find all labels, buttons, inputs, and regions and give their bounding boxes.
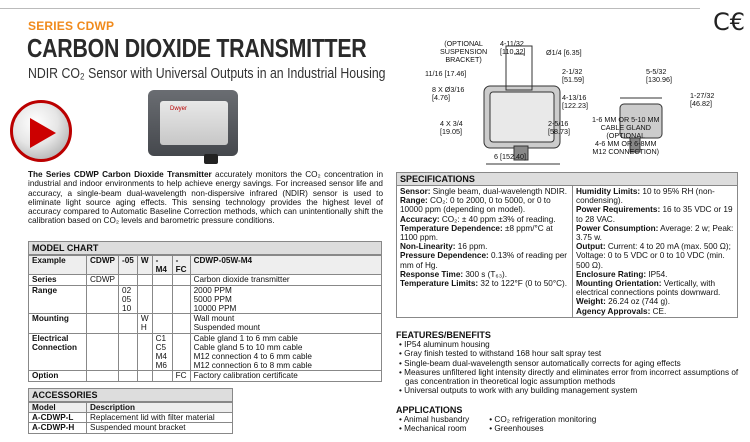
list-item: • Greenhouses xyxy=(489,424,544,434)
list-item: • Gray finish tested to withstand 168 hour salt spray test xyxy=(399,349,602,359)
dim-6: 4-13/16 [122.23] xyxy=(562,93,588,110)
table-header-row: Example CDWP -05 W -M4 -FC CDWP-05W-M4 xyxy=(29,256,382,275)
accessories xyxy=(28,388,233,434)
spec-item: Sensor: Single beam, dual-wavelength NDIR. xyxy=(400,187,568,196)
list-item: • Universal outputs to work with any building management system xyxy=(399,386,638,396)
dim-bracket: (OPTIONAL SUSPENSION BRACKET) xyxy=(440,39,488,64)
dim-8: 4 X 3/4 [19.05] xyxy=(440,119,463,136)
table-row: Range 02 05 10 2000 PPM 5000 PPM 10000 PPM xyxy=(29,285,382,314)
page-subtitle: NDIR CO₂ Sensor with Universal Outputs in an Industrial Housing xyxy=(28,65,386,82)
spec-item: Range: CO₂: 0 to 2000, 0 to 5000, or 0 to 10000 ppm (depending on model). xyxy=(400,196,551,215)
spec-item: Power Consumption: Average: 2 w; Peak: 3.75 w. xyxy=(576,223,734,243)
dim-3: 11/16 [17.46] xyxy=(425,69,467,78)
table-row: Option FC Factory calibration certificate xyxy=(29,371,382,381)
spec-item: Accuracy: CO₂: ± 40 ppm ±3% of reading. xyxy=(400,214,556,224)
page-title: CARBON DIOXIDE TRANSMITTER xyxy=(27,33,367,63)
model-chart xyxy=(28,241,382,382)
list-item: • Single-beam dual-wavelength sensor automatically corrects for aging effects xyxy=(399,358,681,368)
table-header-row: Model Description xyxy=(29,403,233,413)
spec-item: Output: Current: 4 to 20 mA (max. 500 Ω); Voltage: 0 to 5 VDC or 0 to 10 VDC (min. 500 Ω). xyxy=(576,242,731,270)
ce-mark-logo: C€ xyxy=(713,8,746,36)
specifications xyxy=(396,172,738,318)
spec-item: Response Time: 300 s (T₆₃). xyxy=(400,269,508,279)
spec-item: Temperature Dependence: ±8 ppm/°C at 1100 ppm. xyxy=(400,223,553,243)
dim-1: 4-11/32 [110.32] xyxy=(500,39,526,56)
spec-item: Pressure Dependence: 0.13% of reading per mm of Hg. xyxy=(400,251,568,270)
dim-7: 2-5/16 [58.73] xyxy=(548,119,570,136)
spec-item: Mounting Orientation: Vertically, with electrical connections points downward. xyxy=(576,279,721,298)
table-row: A-CDWP-L Replacement lid with filter material xyxy=(29,413,233,423)
intro-paragraph: The Series CDWP Carbon Dioxide Transmitter accurately monitors the CO₂ concentration in industrial and indoor environments to help achieve energy savings. For increased sensor life and accuracy, a single-beam dual-wavelength non-dispersive infrared (NDIR) sensor is used to eliminate light source aging effects. This sensing technology provides the highest level of accuracy compared to Automatic Baseline Correction methods, which can unintentionally shift the calibration based on CO₂ levels and barometric pressure conditions. xyxy=(28,170,383,226)
table-row: A-CDWP-H Suspended mount bracket xyxy=(29,423,233,433)
cable-gland-image xyxy=(204,154,218,164)
accessories-heading: ACCESSORIES xyxy=(28,388,233,402)
list-item: • Measures unfiltered light intensity directly and eliminates error from incorrect assumptions of gas concentration in theoretical logic assumption methods xyxy=(399,367,739,387)
list-item: • Mechanical room xyxy=(399,424,467,434)
spec-item: Temperature Limits: 32 to 122°F (0 to 50°C). xyxy=(400,279,568,289)
applications-heading: APPLICATIONS xyxy=(396,405,463,415)
product-logo: Dwyer xyxy=(170,106,188,112)
spec-item: Humidity Limits: 10 to 95% RH (non-condensing). xyxy=(576,187,715,206)
play-icon xyxy=(30,118,56,148)
dim-10: 5-5/32 [130.96] xyxy=(646,67,672,84)
spec-item: Weight: 26.24 oz (744 g). xyxy=(576,297,671,307)
series-label: SERIES CDWP xyxy=(28,19,115,33)
table-row: Series CDWP Carbon dioxide transmitter xyxy=(29,275,382,285)
dim-2: Ø1/4 [6.35] xyxy=(546,48,582,57)
list-item: • Animal husbandry xyxy=(399,415,470,424)
housing-lid xyxy=(490,92,554,142)
gland-note: 1-6 MM OR 5-10 MM CABLE GLAND (OPTIONAL 4-6 MM OR 6-8MM M12 CONNECTION) xyxy=(592,115,660,156)
spec-item: Agency Approvals: CE. xyxy=(576,306,667,316)
spec-item: Enclosure Rating: IP54. xyxy=(576,269,668,279)
applications-list xyxy=(399,415,596,434)
dim-9: 6 [152.40] xyxy=(494,152,526,161)
model-chart-table xyxy=(28,255,382,382)
list-item: • IP54 aluminum housing xyxy=(399,340,490,349)
table-row: Mounting W H Wall mount Suspended mount xyxy=(29,314,382,333)
spec-item: Non-Linearity: 16 ppm. xyxy=(400,242,488,252)
specs-right-column xyxy=(573,186,737,317)
table-row: Electrical Connection C1 C5 M4 M6 Cable gland 1 to 6 mm cable Cable gland 5 to 10 mm cable M12 connection 4 to 6 mm cable M12 connection 6 to 8 mm cable xyxy=(29,333,382,371)
spec-item: Power Requirements: 16 to 35 VDC or 19 to 28 VAC. xyxy=(576,205,733,224)
dim-4: 2-1/32 [51.59] xyxy=(562,67,584,84)
dim-5: 8 X Ø3/16 [4.76] xyxy=(432,85,465,102)
specifications-heading: SPECIFICATIONS xyxy=(396,172,738,186)
features-list xyxy=(399,340,739,396)
features-heading: FEATURES/BENEFITS xyxy=(396,330,491,340)
specs-left-column xyxy=(397,186,573,317)
top-rule xyxy=(0,8,700,9)
model-chart-heading: MODEL CHART xyxy=(28,241,382,255)
accessories-table xyxy=(28,402,233,434)
list-item: • CO₂ refrigeration monitoring xyxy=(489,415,597,424)
dim-11: 1-27/32 [46.82] xyxy=(690,91,715,108)
